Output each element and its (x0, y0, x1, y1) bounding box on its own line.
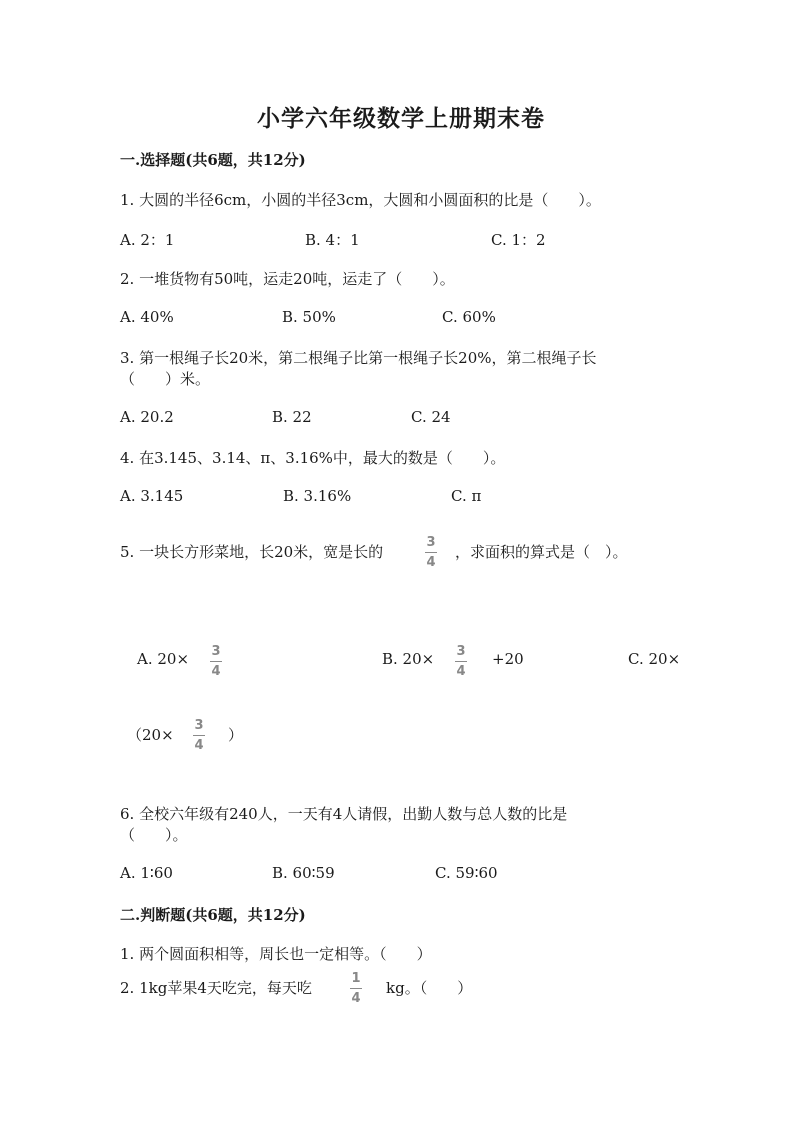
question-6-option-b: B. 60∶59 (272, 864, 335, 882)
question-1-text: 1. 大圆的半径6cm，小圆的半径3cm，大圆和小圆面积的比是（ ）。 (120, 191, 601, 209)
fraction-bar (455, 661, 467, 662)
question-3-text-line2: （ ）米。 (120, 370, 211, 388)
fraction-numerator: 3 (211, 644, 221, 659)
fraction-bar (425, 552, 437, 553)
question-1-option-a: A. 2：1 (120, 231, 175, 249)
question-3-option-c: C. 24 (411, 408, 451, 426)
tf-question-2-fraction (350, 970, 362, 1007)
question-5-option-b: B. 20× (382, 650, 435, 668)
question-3-text-line1: 3. 第一根绳子长20米，第二根绳子比第一根绳子长20%，第二根绳子长 (120, 349, 597, 367)
fraction-denominator: 4 (194, 738, 204, 753)
question-2-option-c: C. 60% (442, 308, 496, 326)
section-heading-true-false: 二.判断题(共6题，共12分) (120, 906, 306, 924)
question-2-option-b: B. 50% (282, 308, 336, 326)
question-2-option-a: A. 40% (120, 308, 174, 326)
question-4-text: 4. 在3.145、3.14、π、3.16%中，最大的数是（ ）。 (120, 449, 506, 467)
section-heading-choice: 一.选择题(共6题，共12分) (120, 151, 306, 169)
question-5-option-b-fraction (455, 643, 467, 680)
fraction-bar (210, 661, 222, 662)
question-2-text: 2. 一堆货物有50吨，运走20吨，运走了（ ）。 (120, 270, 455, 288)
question-3-option-a: A. 20.2 (120, 408, 174, 426)
question-5-fraction (425, 534, 437, 571)
question-5-option-c-fraction (193, 717, 205, 754)
question-5-text-after: ，求面积的算式是（ ）。 (455, 543, 628, 561)
fraction-bar (350, 988, 362, 989)
question-4-option-a: A. 3.145 (120, 487, 184, 505)
question-5-text-before: 5. 一块长方形菜地，长20米，宽是长的 (120, 543, 384, 561)
fraction-bar (193, 735, 205, 736)
fraction-numerator: 3 (456, 644, 466, 659)
tf-question-2-text-after: kg。（ ） (386, 979, 473, 997)
question-5-option-a-fraction (210, 643, 222, 680)
question-6-option-c: C. 59∶60 (435, 864, 498, 882)
fraction-denominator: 4 (426, 555, 436, 570)
question-5-option-c: C. 20× (628, 650, 681, 668)
fraction-denominator: 4 (351, 991, 361, 1006)
fraction-numerator: 3 (194, 718, 204, 733)
question-6-option-a: A. 1∶60 (120, 864, 173, 882)
question-1-option-c: C. 1：2 (491, 231, 546, 249)
question-6-text-line1: 6. 全校六年级有240人，一天有4人请假，出勤人数与总人数的比是 (120, 805, 568, 823)
question-5-option-c-continued: （20× (127, 726, 174, 744)
fraction-numerator: 3 (426, 535, 436, 550)
question-5-option-a: A. 20× (137, 650, 190, 668)
question-6-text-line2: （ ）。 (120, 826, 188, 844)
question-4-option-b: B. 3.16% (283, 487, 352, 505)
tf-question-1-text: 1. 两个圆面积相等，周长也一定相等。（ ） (120, 945, 432, 963)
question-1-option-b: B. 4：1 (305, 231, 360, 249)
tf-question-2-text-before: 2. 1kg苹果4天吃完，每天吃 (120, 979, 312, 997)
fraction-numerator: 1 (351, 971, 361, 986)
fraction-denominator: 4 (211, 664, 221, 679)
question-4-option-c: C. π (451, 487, 482, 505)
question-5-option-b-suffix: +20 (492, 650, 524, 668)
question-5-option-c-close: ） (228, 726, 244, 744)
page-title: 小学六年级数学上册期末卷 (257, 105, 545, 132)
question-3-option-b: B. 22 (272, 408, 312, 426)
fraction-denominator: 4 (456, 664, 466, 679)
